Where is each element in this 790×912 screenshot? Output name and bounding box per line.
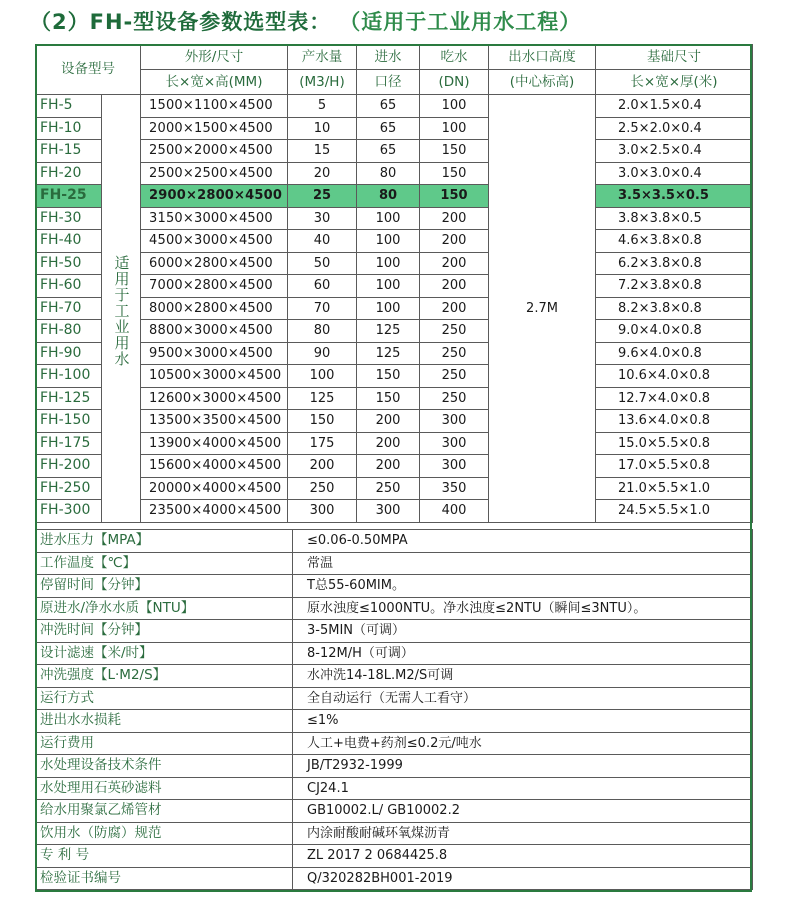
param-key: 工作温度【℃】 [36, 552, 293, 575]
draft-cell: 200 [420, 297, 489, 320]
param-key: 冲洗强度【L·M2/S】 [36, 665, 293, 688]
model-cell: FH-150 [36, 410, 102, 433]
size-cell: 20000×4000×4500 [141, 477, 288, 500]
flow-cell: 20 [288, 162, 357, 185]
model-cell: FH-10 [36, 117, 102, 140]
param-key: 水处理用石英砂滤料 [36, 777, 293, 800]
param-key: 进水压力【MPA】 [36, 530, 293, 553]
size-cell: 8800×3000×4500 [141, 320, 288, 343]
header-inlet-top: 进水 [357, 45, 420, 70]
param-value: ZL 2017 2 0684425.8 [293, 845, 753, 868]
draft-cell: 200 [420, 230, 489, 253]
flow-cell: 200 [288, 455, 357, 478]
size-cell: 13500×3500×4500 [141, 410, 288, 433]
size-cell: 23500×4000×4500 [141, 500, 288, 523]
model-cell: FH-125 [36, 387, 102, 410]
param-key: 饮用水（防腐）规范 [36, 822, 293, 845]
flow-cell: 125 [288, 387, 357, 410]
model-cell: FH-200 [36, 455, 102, 478]
param-key: 检验证书编号 [36, 867, 293, 890]
size-cell: 13900×4000×4500 [141, 432, 288, 455]
model-cell: FH-25 [36, 185, 102, 208]
inlet-cell: 65 [357, 95, 420, 118]
size-cell: 2500×2000×4500 [141, 140, 288, 163]
flow-cell: 100 [288, 365, 357, 388]
flow-cell: 60 [288, 275, 357, 298]
base-size-cell: 24.5×5.5×1.0 [596, 500, 753, 523]
model-cell: FH-15 [36, 140, 102, 163]
inlet-cell: 250 [357, 477, 420, 500]
size-cell: 2000×1500×4500 [141, 117, 288, 140]
header-model: 设备型号 [36, 45, 141, 95]
model-cell: FH-100 [36, 365, 102, 388]
base-size-cell: 13.6×4.0×0.8 [596, 410, 753, 433]
header-size-bottom: 长×宽×高(MM) [141, 70, 288, 95]
header-inlet-bottom: 口径 [357, 70, 420, 95]
inlet-cell: 100 [357, 207, 420, 230]
model-cell: FH-40 [36, 230, 102, 253]
base-size-cell: 2.0×1.5×0.4 [596, 95, 753, 118]
flow-cell: 300 [288, 500, 357, 523]
size-cell: 15600×4000×4500 [141, 455, 288, 478]
draft-cell: 250 [420, 387, 489, 410]
flow-cell: 5 [288, 95, 357, 118]
inlet-cell: 150 [357, 387, 420, 410]
inlet-cell: 125 [357, 320, 420, 343]
size-cell: 2900×2800×4500 [141, 185, 288, 208]
draft-cell: 250 [420, 342, 489, 365]
inlet-cell: 65 [357, 140, 420, 163]
draft-cell: 150 [420, 140, 489, 163]
param-value: ≤1% [293, 710, 753, 733]
header-base-top: 基础尺寸 [596, 45, 753, 70]
header-flow-top: 产水量 [288, 45, 357, 70]
flow-cell: 175 [288, 432, 357, 455]
size-cell: 6000×2800×4500 [141, 252, 288, 275]
flow-cell: 15 [288, 140, 357, 163]
draft-cell: 200 [420, 207, 489, 230]
draft-cell: 200 [420, 252, 489, 275]
param-value: 水冲洗14-18L.M2/S可调 [293, 665, 753, 688]
param-value: 内涂耐酸耐碱环氧煤沥青 [293, 822, 753, 845]
model-cell: FH-30 [36, 207, 102, 230]
param-value: JB/T2932-1999 [293, 755, 753, 778]
param-key: 专 利 号 [36, 845, 293, 868]
param-value: 3-5MIN（可调） [293, 620, 753, 643]
model-cell: FH-70 [36, 297, 102, 320]
param-value: 8-12M/H（可调） [293, 642, 753, 665]
model-cell: FH-90 [36, 342, 102, 365]
draft-cell: 250 [420, 320, 489, 343]
size-cell: 1500×1100×4500 [141, 95, 288, 118]
param-value: 原水浊度≤1000NTU。净水浊度≤2NTU（瞬间≤3NTU）。 [293, 597, 753, 620]
param-value: CJ24.1 [293, 777, 753, 800]
draft-cell: 100 [420, 95, 489, 118]
size-cell: 3150×3000×4500 [141, 207, 288, 230]
base-size-cell: 3.8×3.8×0.5 [596, 207, 753, 230]
param-key: 停留时间【分钟】 [36, 575, 293, 598]
draft-cell: 300 [420, 455, 489, 478]
draft-cell: 150 [420, 185, 489, 208]
base-size-cell: 6.2×3.8×0.8 [596, 252, 753, 275]
header-outlet-bottom: (中心标高) [489, 70, 596, 95]
header-flow-bottom: (M3/H) [288, 70, 357, 95]
flow-cell: 30 [288, 207, 357, 230]
base-size-cell: 9.6×4.0×0.8 [596, 342, 753, 365]
inlet-cell: 125 [357, 342, 420, 365]
flow-cell: 10 [288, 117, 357, 140]
size-cell: 2500×2500×4500 [141, 162, 288, 185]
inlet-cell: 65 [357, 117, 420, 140]
param-key: 运行费用 [36, 732, 293, 755]
base-size-cell: 15.0×5.5×0.8 [596, 432, 753, 455]
param-key: 进出水水损耗 [36, 710, 293, 733]
param-key: 运行方式 [36, 687, 293, 710]
base-size-cell: 4.6×3.8×0.8 [596, 230, 753, 253]
param-key: 冲洗时间【分钟】 [36, 620, 293, 643]
param-key: 设计滤速【米/时】 [36, 642, 293, 665]
param-key: 原进水/净水水质【NTU】 [36, 597, 293, 620]
inlet-cell: 100 [357, 230, 420, 253]
table-frame [35, 44, 752, 892]
title-subtitle: （适用于工业用水工程） [339, 10, 582, 34]
size-cell: 12600×3000×4500 [141, 387, 288, 410]
flow-cell: 70 [288, 297, 357, 320]
param-value: ≤0.06-0.50MPA [293, 530, 753, 553]
param-value: 人工+电费+药剂≤0.2元/吨水 [293, 732, 753, 755]
base-size-cell: 3.0×2.5×0.4 [596, 140, 753, 163]
draft-cell: 200 [420, 275, 489, 298]
model-cell: FH-175 [36, 432, 102, 455]
size-cell: 4500×3000×4500 [141, 230, 288, 253]
param-key: 水处理设备技术条件 [36, 755, 293, 778]
base-size-cell: 3.0×3.0×0.4 [596, 162, 753, 185]
model-cell: FH-300 [36, 500, 102, 523]
draft-cell: 150 [420, 162, 489, 185]
base-size-cell: 8.2×3.8×0.8 [596, 297, 753, 320]
draft-cell: 400 [420, 500, 489, 523]
header-draft-bottom: (DN) [420, 70, 489, 95]
inlet-cell: 200 [357, 432, 420, 455]
header-outlet-top: 出水口高度 [489, 45, 596, 70]
draft-cell: 250 [420, 365, 489, 388]
inlet-cell: 150 [357, 365, 420, 388]
inlet-cell: 80 [357, 162, 420, 185]
base-size-cell: 12.7×4.0×0.8 [596, 387, 753, 410]
size-cell: 9500×3000×4500 [141, 342, 288, 365]
header-size-top: 外形/尺寸 [141, 45, 288, 70]
param-value: GB10002.L/ GB10002.2 [293, 800, 753, 823]
flow-cell: 90 [288, 342, 357, 365]
flow-cell: 150 [288, 410, 357, 433]
base-size-cell: 9.0×4.0×0.8 [596, 320, 753, 343]
title-main: （2）FH-型设备参数选型表： [30, 10, 332, 34]
flow-cell: 25 [288, 185, 357, 208]
inlet-cell: 100 [357, 297, 420, 320]
flow-cell: 50 [288, 252, 357, 275]
flow-cell: 80 [288, 320, 357, 343]
header-base-bottom: 长×宽×厚(米) [596, 70, 753, 95]
base-size-cell: 21.0×5.5×1.0 [596, 477, 753, 500]
draft-cell: 300 [420, 432, 489, 455]
base-size-cell: 7.2×3.8×0.8 [596, 275, 753, 298]
inlet-cell: 80 [357, 185, 420, 208]
model-cell: FH-20 [36, 162, 102, 185]
inlet-cell: 300 [357, 500, 420, 523]
base-size-cell: 3.5×3.5×0.5 [596, 185, 753, 208]
model-cell: FH-80 [36, 320, 102, 343]
base-size-cell: 2.5×2.0×0.4 [596, 117, 753, 140]
page-title [30, 4, 581, 38]
outlet-height-cell: 2.7M [489, 95, 596, 523]
param-value: T总55-60MIM。 [293, 575, 753, 598]
draft-cell: 350 [420, 477, 489, 500]
base-size-cell: 17.0×5.5×0.8 [596, 455, 753, 478]
param-value: Q/320282BH001-2019 [293, 867, 753, 890]
param-key: 给水用聚氯乙烯管材 [36, 800, 293, 823]
size-cell: 8000×2800×4500 [141, 297, 288, 320]
param-value: 全自动运行（无需人工看守） [293, 687, 753, 710]
draft-cell: 300 [420, 410, 489, 433]
size-cell: 7000×2800×4500 [141, 275, 288, 298]
inlet-cell: 100 [357, 252, 420, 275]
header-draft-top: 吃水 [420, 45, 489, 70]
inlet-cell: 200 [357, 455, 420, 478]
base-size-cell: 10.6×4.0×0.8 [596, 365, 753, 388]
model-cell: FH-5 [36, 95, 102, 118]
param-value: 常温 [293, 552, 753, 575]
model-cell: FH-60 [36, 275, 102, 298]
usage-label: 适用于工业用水 [102, 95, 141, 523]
draft-cell: 100 [420, 117, 489, 140]
size-cell: 10500×3000×4500 [141, 365, 288, 388]
inlet-cell: 100 [357, 275, 420, 298]
model-cell: FH-250 [36, 477, 102, 500]
model-cell: FH-50 [36, 252, 102, 275]
flow-cell: 40 [288, 230, 357, 253]
flow-cell: 250 [288, 477, 357, 500]
inlet-cell: 200 [357, 410, 420, 433]
